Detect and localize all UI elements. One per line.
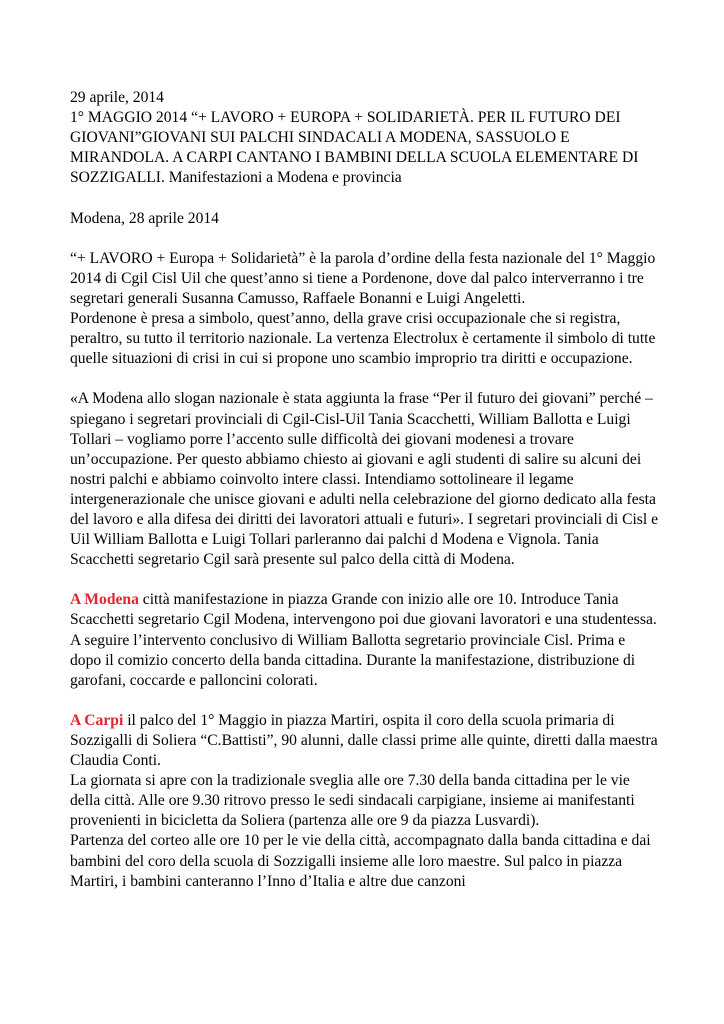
document-page [70, 88, 660, 892]
quote-paragraph: «A Modena allo slogan nazionale è stata aggiunta la frase “Per il futuro dei giovani” perché – spiegano i segretari provinciali di Cgil-Cisl-Uil Tania Scacchetti, William Ballotta e Luigi Tollari – vogliamo porre l’accento sulle difficoltà dei giovani modenesi a trovare un’occupazione. Per questo abbiamo chiesto ai giovani e agli studenti di salire su alcuni dei nostri palchi e abbiamo coinvolto intere classi. Intendiamo sottolineare il legame intergenerazionale che unisce giovani e adulti nella celebrazione del giorno dedicato alla festa del lavoro e alla difesa dei diritti dei lavoratori attuali e futuri». I segretari provinciali di Cisl e Uil William Ballotta e Luigi Tollari parleranno dai palchi d Modena e Vignola. Tania Scacchetti segretario Cgil sarà presente sul palco della città di Modena. [70, 390, 659, 569]
spacer [70, 229, 660, 249]
spacer [70, 188, 660, 208]
spacer [70, 570, 660, 590]
modena-paragraph [70, 590, 660, 690]
intro-paragraph-2: Pordenone è presa a simbolo, quest’anno, della grave crisi occupazionale che si registra, peraltro, su tutto il territorio nazionale. La vertenza Electrolux è certamente il simbolo di tutte quelle situazioni di crisi in cui si propone uno scambio improprio tra diritti e occupazione. [70, 310, 656, 368]
dateline: Modena, 28 aprile 2014 [70, 209, 219, 227]
carpi-text: il palco del 1° Maggio in piazza Martiri, ospita il coro della scuola primaria di Sozzigalli di Soliera “C.Battisti”, 90 alunni, dalle classi prime alle quinte, diretti dalla maestra Claudia Conti. [70, 711, 658, 770]
modena-label: A Modena [70, 591, 139, 609]
carpi-paragraph [70, 711, 660, 771]
carpi-paragraph-3: Partenza del corteo alle ore 10 per le vie della città, accompagnato dalla banda cittadina e dai bambini del coro della scuola di Sozzigalli insieme alle loro maestre. Sul palco in piazza Martiri, i bambini canteranno l’Inno d’Italia e altre due canzoni [70, 832, 651, 890]
modena-text: città manifestazione in piazza Grande con inizio alle ore 10. Introduce Tania Scacchetti segretario Cgil Modena, intervengono poi due giovani lavoratori e una studentessa. A seguire l’intervento conclusivo di William Ballotta segretario provinciale Cisl. Prima e dopo il comizio concerto della banda cittadina. Durante la manifestazione, distribuzione di garofani, coccarde e palloncini colorati. [70, 591, 657, 689]
spacer [70, 369, 660, 389]
intro-paragraph-1: “+ LAVORO + Europa + Solidarietà” è la parola d’ordine della festa nazionale del 1° Maggio 2014 di Cgil Cisl Uil che quest’anno si tiene a Pordenone, dove dal palco interverranno i tre segretari generali Susanna Camusso, Raffaele Bonanni e Luigi Angeletti. [70, 249, 656, 307]
headline: 1° MAGGIO 2014 “+ LAVORO + EUROPA + SOLIDARIETÀ. PER IL FUTURO DEI GIOVANI”GIOVANI SUI PALCHI SINDACALI A MODENA, SASSUOLO E MIRANDOLA. A CARPI CANTANO I BAMBINI DELLA SCUOLA ELEMENTARE DI SOZZIGALLI. Manifestazioni a Modena e provincia [70, 109, 639, 187]
carpi-label: A Carpi [70, 711, 124, 729]
date-line: 29 aprile, 2014 [70, 89, 164, 106]
carpi-paragraph-2: La giornata si apre con la tradizionale sveglia alle ore 7.30 della banda cittadina per le vie della città. Alle ore 9.30 ritrovo presso le sedi sindacali carpigiane, insieme ai manifestanti provenienti in bicicletta da Soliera (partenza alle ore 9 da piazza Lusvardi). [70, 772, 635, 830]
spacer [70, 691, 660, 711]
